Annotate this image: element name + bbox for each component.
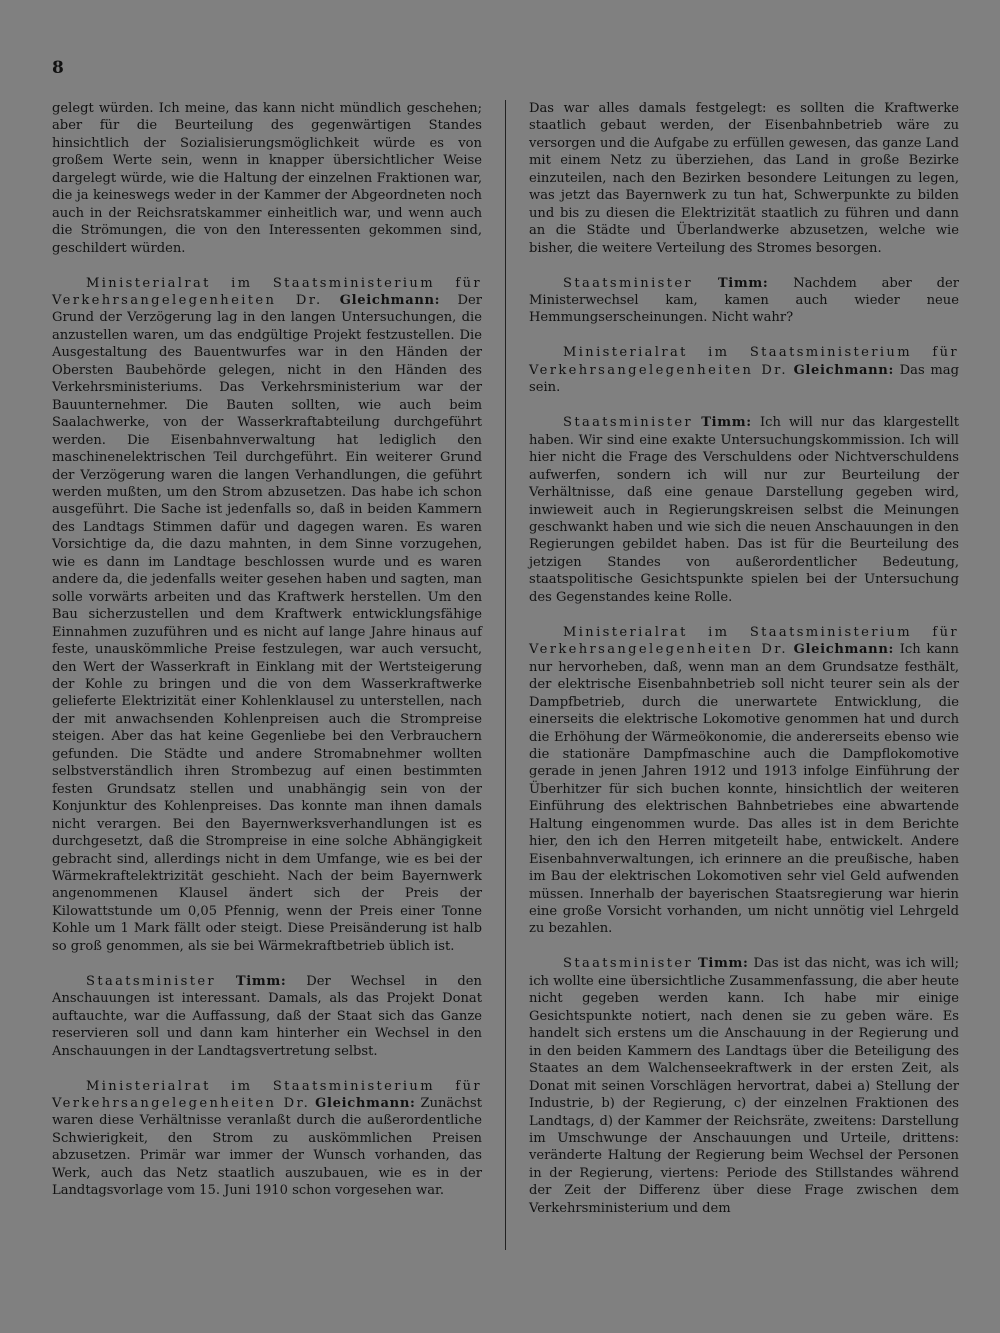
speaker-title: Ministerialrat im Staatsministerium für Verkehrsangelegenheiten Dr. xyxy=(52,275,482,309)
speaker-title: Ministerialrat im Staatsministerium für Verkehrsangelegenheiten Dr. xyxy=(529,345,959,378)
speaker-title: Staatsminister xyxy=(563,415,694,431)
right-column xyxy=(529,100,959,1217)
speaker-name: Timm: xyxy=(698,956,749,972)
speech-paragraph xyxy=(529,955,959,1217)
speaker-title: Staatsminister xyxy=(563,275,694,291)
paragraph-text: Das mag sein. xyxy=(529,362,959,396)
speaker-title: Staatsminister xyxy=(563,956,694,972)
paragraph-text: Der Grund der Verzögerung lag in den langen Untersuchungen, die anzustellen waren, um das endgültige Projekt festzustellen. Die Ausgestaltung des Bauentwurfes war in den Händen der Obersten Baubehörde gelegen, nicht in den Händen des Verkehrsministeriums. Das Verkehrsministerium war der Bauunternehmer. Die Bauten sollten, wie auch beim Saalachwerke, von der Wasserkraftabteilung durchgeführt werden. Die Eisenbahnverwaltung hat lediglich den maschinenelektrischen Teil durchgeführt. Ein weiterer Grund der Verzögerung waren die langen Verhandlungen, die geführt werden mußten, um den Strom abzusetzen. Das habe ich schon ausgeführt. Die Sache ist jedenfalls so, daß in beiden Kammern des Landtags Stimmen dafür und dagegen waren. Es waren Vorsichtige da, die dazu mahnten, in dem Sinne vorzugehen, wie es dann im Landtage beschlossen wurde und es waren andere da, die jedenfalls weiter gesehen haben und sagten, man solle vorwärts arbeiten und das Kraftwerk herstellen. Um den Bau sicherzustellen und dem Kraftwerk entwicklungsfähige Einnahmen zuzuführen und es nicht auf lange Jahre hinaus auf feste, unauskömmliche Preise festzulegen, war auch versucht, den Wert der Wasserkraft in Einklang mit der Wertsteigerung der Kohle zu bringen und die von dem Wasserkraftwerke gelieferte Elektrizität einer Kohlenklausel zu unterstellen, nach der mit anwachsenden Kohlenpreisen auch die Strompreise steigen. Aber das hat keine Gegenliebe bei den Verbrauchern gefunden. Die Städte und andere Stromabnehmer wollten selbstverständlich ihren Strombezug auf einen bestimmten festen Grundsatz stellen und unabhängig sein von der Konjunktur des Kohlenpreises. Das konnte man ihnen damals nicht verargen. Bei den Bayernwerksverhandlungen ist es durchgesetzt, daß die Strompreise in eine solche Abhängigkeit gebracht sind, allerdings nicht in dem Umfange, wie es bei der Wärmekraftelektrizität geschieht. Nach der beim Bayernwerk angenommenen Klausel ändert sich der Preis der Kilowattstunde um 0,05 Pfennig, wenn der Preis einer Tonne Kohle um 1 Mark fällt oder steigt. Diese Preisänderung ist halb so groß genommen, als sie bei Wärmekraftbetrieb üblich ist. xyxy=(52,293,482,954)
speech-paragraph xyxy=(529,344,959,396)
column-divider xyxy=(505,100,506,1250)
speech-paragraph xyxy=(529,624,959,938)
left-column xyxy=(52,100,482,1200)
speech-paragraph xyxy=(529,414,959,606)
paragraph-text: Der Wechsel in den Anschauungen ist interessant. Damals, als das Projekt Donat auftauchte, war die Auffassung, daß der Staat sich das Ganze reservieren soll und dann kam hinterher ein Wechsel in den Anschauungen in der Landtagsvertretung selbst. xyxy=(52,973,482,1059)
speaker-title: Ministerialrat im Staatsministerium für Verkehrsangelegenheiten Dr. xyxy=(52,1078,482,1111)
paragraph-text: Ich kann nur hervorheben, daß, wenn man an dem Grundsatze festhält, der elektrische Eisenbahnbetrieb soll nicht teurer sein als der Dampfbetrieb, durch die unerwartete Entwicklung, die einerseits die elektrische Lokomotive genommen hat und durch die Erhöhung der Wärmeökonomie, die andererseits ebenso wie die stationäre Dampfmaschine auch die Dampflokomotive gerade in jenen Jahren 1912 und 1913 infolge Einführung der Überhitzer für sich buchen konnte, hinsichtlich der weiteren Einführung des elektrischen Bahnbetriebes eine abwartende Haltung eingenommen wurde. Das alles ist in dem Berichte hier, den ich den Herren mitgeteilt habe, entwickelt. Andere Eisenbahnverwaltungen, ich erinnere an die preußische, haben im Bau der elektrischen Lokomotiven sehr viel Geld aufwenden müssen. Innerhalb der bayerischen Staatsregierung war hierin eine große Vorsicht vorhanden, um nicht unnötig viel Lehrgeld zu bezahlen. xyxy=(529,642,959,937)
speaker-name: Gleichmann: xyxy=(315,1095,416,1111)
speaker-title: Staatsminister xyxy=(86,973,217,989)
paragraph-text: Zunächst waren diese Verhältnisse veranlaßt durch die außerordentliche Schwierigkeit, den Strom zu auskömmlichen Preisen abzusetzen. Primär war immer der Wunsch vorhanden, das Werk, auch das Netz staatlich auszubauen, wie es in der Landtagsvorlage vom 15. Juni 1910 schon vorgesehen war. xyxy=(52,1095,482,1199)
paragraph-text: gelegt würden. Ich meine, das kann nicht mündlich geschehen; aber für die Beurteilung des gegenwärtigen Standes hinsichtlich der Sozialisierungsmöglichkeit würde es von großem Werte sein, wenn in knapper übersichtlicher Weise dargelegt würde, wie die Haltung der einzelnen Fraktionen war, die ja keineswegs weder in der Kammer der Abgeordneten noch auch in der Reichsratskammer einheitlich war, und wenn auch die Strömungen, die von den Interessenten gekommen sind, geschildert würden. xyxy=(52,101,482,256)
paragraph-text: Das ist das nicht, was ich will; ich wollte eine übersichtliche Zusammenfassung, die aber heute nicht gegeben werden kann. Ich habe mir einige Gesichtspunkte notiert, nach denen sie zu geben wäre. Es handelt sich erstens um die Anschauung in der Regierung und in den beiden Kammern des Landtags über die Beteiligung des Staates an dem Walchenseekraftwerk in der ersten Zeit, als Donat mit seinen Vorschlägen hervortrat, dabei a) Stellung der Industrie, b) der Regierung, c) der einzelnen Fraktionen des Landtags, d) der Kammer der Reichsräte, zweitens: Darstellung im Umschwunge der Anschauungen und Urteile, drittens: veränderte Haltung der Regierung beim Wechsel der Personen in der Regierung, viertens: Periode des Stillstandes während der Zeit der Differenz über diese Frage zwischen dem Verkehrsministerium und dem xyxy=(529,956,959,1216)
speech-paragraph xyxy=(52,1078,482,1200)
speech-paragraph xyxy=(529,275,959,327)
speaker-name: Gleichmann: xyxy=(339,293,441,309)
speaker-name: Gleichmann: xyxy=(793,362,894,378)
speaker-name: Gleichmann: xyxy=(793,642,894,658)
speech-paragraph xyxy=(52,275,482,956)
speaker-name: Timm: xyxy=(717,275,769,291)
speech-paragraph xyxy=(52,973,482,1060)
paragraph-text: Ich will nur das klargestellt haben. Wir sind eine exakte Untersuchungskommission. Ich will hier nicht die Frage des Verschuldens oder Nichtverschuldens aufwerfen, sondern ich will nur zur Beurteilung der Verhältnisse, daß eine genaue Darstellung gegeben wird, inwieweit auch in Regierungskreisen selbst die Meinungen geschwankt haben und wie sich die neuen Anschauungen in den Regierungen gebildet haben. Das ist für die Beurteilung des jetzigen Standes von außerordentlicher Bedeutung, staatspolitische Gesichtspunkte spielen bei der Untersuchung des Gegenstandes keine Rolle. xyxy=(529,415,960,605)
paragraph xyxy=(52,100,482,257)
paragraph-text: Nachdem aber der Ministerwechsel kam, kamen auch wieder neue Hemmungserscheinungen. Nicht wahr? xyxy=(529,275,959,326)
page-number: 8 xyxy=(52,58,64,78)
paragraph xyxy=(529,100,959,257)
paragraph-text: Das war alles damals festgelegt: es sollten die Kraftwerke staatlich gebaut werden, der Eisenbahnbetrieb wäre zu versorgen und die Aufgabe zu erfüllen gewesen, das ganze Land mit einem Netz zu überziehen, das Land in große Bezirke einzuteilen, nach den Bezirken besondere Leitungen zu legen, was jetzt das Bayernwerk zu tun hat, Schwerpunkte zu bilden und bis zu diesen die Elektrizität staatlich zu führen und dann an die Städte und Überlandwerke abzusetzen, welche wie bisher, die weitere Verteilung des Stromes besorgen. xyxy=(529,101,959,256)
speaker-name: Timm: xyxy=(235,973,287,989)
speaker-name: Timm: xyxy=(701,415,752,431)
speaker-title: Ministerialrat im Staatsministerium für Verkehrsangelegenheiten Dr. xyxy=(529,624,959,658)
